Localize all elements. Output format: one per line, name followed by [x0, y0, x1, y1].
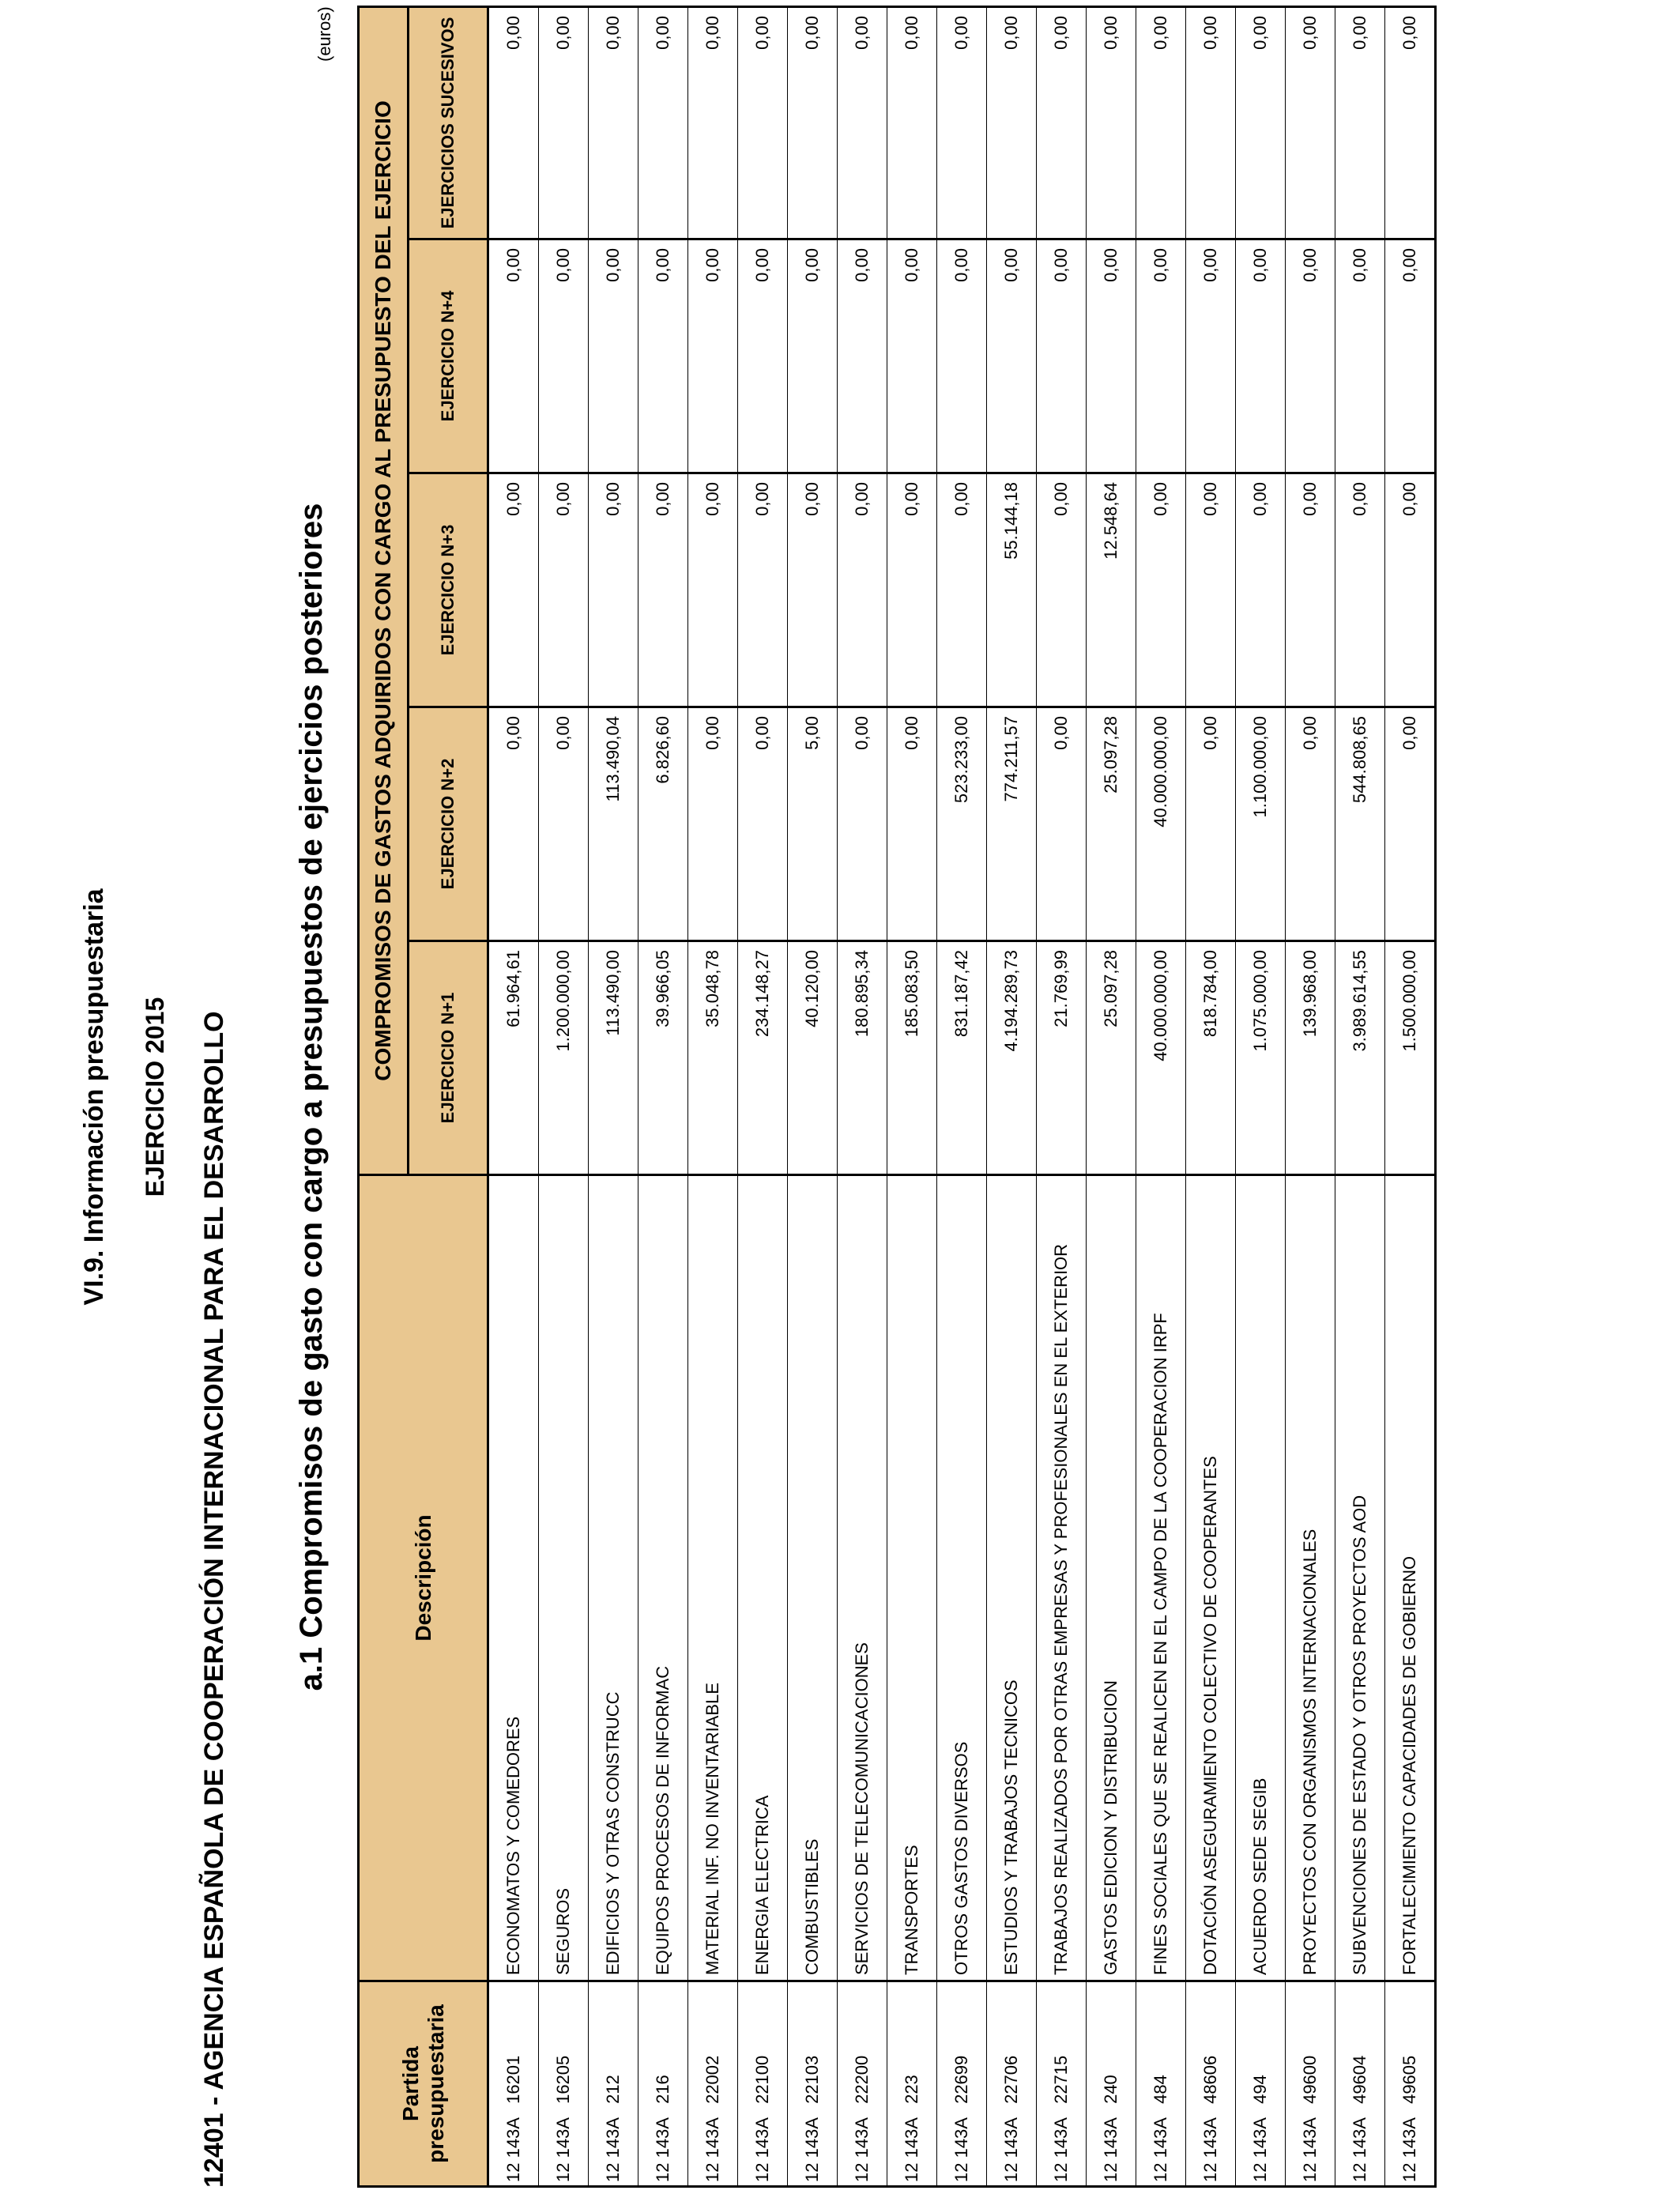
- descripcion-cell: COMBUSTIBLES: [788, 1175, 838, 1981]
- n1-cell: 831.187,42: [937, 941, 987, 1175]
- n1-cell: 234.148,27: [738, 941, 788, 1175]
- sucesivos-cell: 0,00: [1335, 7, 1385, 239]
- n2-cell: 1.100.000,00: [1236, 707, 1286, 941]
- partida-cell: 12 143A 216: [638, 1981, 688, 2187]
- n4-cell: 0,00: [488, 239, 539, 473]
- n3-cell: 0,00: [539, 473, 589, 707]
- n1-cell: 3.989.614,55: [1335, 941, 1385, 1175]
- table-row: [838, 7, 887, 2187]
- n3-cell: 0,00: [738, 473, 788, 707]
- n3-cell: 0,00: [1286, 473, 1335, 707]
- n2-cell: 0,00: [1037, 707, 1087, 941]
- header-descripcion: Descripción: [359, 1175, 488, 1981]
- descripcion-cell: DOTACIÓN ASEGURAMIENTO COLECTIVO DE COOPERANTES: [1186, 1175, 1236, 1981]
- descripcion-cell: EDIFICIOS Y OTRAS CONSTRUCC: [589, 1175, 638, 1981]
- n3-cell: 0,00: [1236, 473, 1286, 707]
- sucesivos-cell: 0,00: [1286, 7, 1335, 239]
- n4-cell: 0,00: [1087, 239, 1136, 473]
- n3-cell: 0,00: [1136, 473, 1186, 707]
- n3-cell: 0,00: [638, 473, 688, 707]
- n2-cell: 40.000.000,00: [1136, 707, 1186, 941]
- n2-cell: 0,00: [688, 707, 738, 941]
- sucesivos-cell: 0,00: [788, 7, 838, 239]
- n4-cell: 0,00: [688, 239, 738, 473]
- table-body: [488, 7, 1436, 2187]
- descripcion-cell: SEGUROS: [539, 1175, 589, 1981]
- n4-cell: 0,00: [887, 239, 937, 473]
- n3-cell: 0,00: [1037, 473, 1087, 707]
- table-row: [1037, 7, 1087, 2187]
- n1-cell: 40.000.000,00: [1136, 941, 1186, 1175]
- n3-cell: 55.144,18: [987, 473, 1037, 707]
- n1-cell: 39.966,05: [638, 941, 688, 1175]
- partida-cell: 12 143A 16205: [539, 1981, 589, 2187]
- n2-cell: 0,00: [1385, 707, 1436, 941]
- sucesivos-cell: 0,00: [638, 7, 688, 239]
- table-row: [937, 7, 987, 2187]
- partida-cell: 12 143A 22002: [688, 1981, 738, 2187]
- n4-cell: 0,00: [1186, 239, 1236, 473]
- partida-cell: 12 143A 22715: [1037, 1981, 1087, 2187]
- n4-cell: 0,00: [539, 239, 589, 473]
- sucesivos-cell: 0,00: [688, 7, 738, 239]
- table-row: [638, 7, 688, 2187]
- partida-cell: 12 143A 22699: [937, 1981, 987, 2187]
- table-row: [1286, 7, 1335, 2187]
- table-row: [688, 7, 738, 2187]
- commitments-table: [357, 6, 1437, 2188]
- table-subtitle: a.1 Compromisos de gasto con cargo a presupuestos de ejercicios posteriores: [294, 503, 329, 1691]
- n3-cell: 0,00: [589, 473, 638, 707]
- n3-cell: 0,00: [887, 473, 937, 707]
- table-row: [788, 7, 838, 2187]
- n2-cell: 0,00: [1186, 707, 1236, 941]
- n2-cell: 0,00: [738, 707, 788, 941]
- descripcion-cell: PROYECTOS CON ORGANISMOS INTERNACIONALES: [1286, 1175, 1335, 1981]
- n4-cell: 0,00: [788, 239, 838, 473]
- header-partida: Partida presupuestaria: [359, 1981, 488, 2187]
- descripcion-cell: SUBVENCIONES DE ESTADO Y OTROS PROYECTOS AOD: [1335, 1175, 1385, 1981]
- sucesivos-cell: 0,00: [488, 7, 539, 239]
- n2-cell: 774.211,57: [987, 707, 1037, 941]
- descripcion-cell: ENERGIA ELECTRICA: [738, 1175, 788, 1981]
- n2-cell: 0,00: [838, 707, 887, 941]
- n3-cell: 0,00: [488, 473, 539, 707]
- n4-cell: 0,00: [1136, 239, 1186, 473]
- n2-cell: 113.490,04: [589, 707, 638, 941]
- partida-cell: 12 143A 494: [1236, 1981, 1286, 2187]
- n1-cell: 1.075.000,00: [1236, 941, 1286, 1175]
- table-row: [539, 7, 589, 2187]
- n2-cell: 544.808,65: [1335, 707, 1385, 941]
- sucesivos-cell: 0,00: [987, 7, 1037, 239]
- sucesivos-cell: 0,00: [887, 7, 937, 239]
- descripcion-cell: SERVICIOS DE TELECOMUNICACIONES: [838, 1175, 887, 1981]
- sucesivos-cell: 0,00: [738, 7, 788, 239]
- n2-cell: 0,00: [1286, 707, 1335, 941]
- sucesivos-cell: 0,00: [1087, 7, 1136, 239]
- partida-cell: 12 143A 22706: [987, 1981, 1037, 2187]
- header-n3: EJERCICIO N+3: [409, 473, 488, 707]
- n4-cell: 0,00: [937, 239, 987, 473]
- sucesivos-cell: 0,00: [937, 7, 987, 239]
- n4-cell: 0,00: [987, 239, 1037, 473]
- n2-cell: 25.097,28: [1087, 707, 1136, 941]
- n4-cell: 0,00: [1286, 239, 1335, 473]
- n4-cell: 0,00: [638, 239, 688, 473]
- n1-cell: 25.097,28: [1087, 941, 1136, 1175]
- table-row: [589, 7, 638, 2187]
- n4-cell: 0,00: [589, 239, 638, 473]
- n3-cell: 0,00: [838, 473, 887, 707]
- header-sucesivos: EJERCICIOS SUCESIVOS: [409, 7, 488, 239]
- descripcion-cell: TRANSPORTES: [887, 1175, 937, 1981]
- table-row: [1385, 7, 1436, 2187]
- descripcion-cell: ESTUDIOS Y TRABAJOS TECNICOS: [987, 1175, 1037, 1981]
- n1-cell: 180.895,34: [838, 941, 887, 1175]
- descripcion-cell: FORTALECIMIENTO CAPACIDADES DE GOBIERNO: [1385, 1175, 1436, 1981]
- n1-cell: 61.964,61: [488, 941, 539, 1175]
- n3-cell: 0,00: [1186, 473, 1236, 707]
- n2-cell: 0,00: [887, 707, 937, 941]
- sucesivos-cell: 0,00: [1136, 7, 1186, 239]
- table-row: [1335, 7, 1385, 2187]
- table-row: [1087, 7, 1136, 2187]
- table-row: [488, 7, 539, 2187]
- sucesivos-cell: 0,00: [1037, 7, 1087, 239]
- n1-cell: 818.784,00: [1186, 941, 1236, 1175]
- year-title: EJERCICIO 2015: [141, 997, 169, 1197]
- n1-cell: 185.083,50: [887, 941, 937, 1175]
- descripcion-cell: EQUIPOS PROCESOS DE INFORMAC: [638, 1175, 688, 1981]
- n1-cell: 40.120,00: [788, 941, 838, 1175]
- partida-cell: 12 143A 49600: [1286, 1981, 1335, 2187]
- table-row: [987, 7, 1037, 2187]
- n2-cell: 0,00: [539, 707, 589, 941]
- partida-cell: 12 143A 22200: [838, 1981, 887, 2187]
- units-label: (euros): [315, 6, 334, 62]
- header-n1: EJERCICIO N+1: [409, 941, 488, 1175]
- partida-cell: 12 143A 484: [1136, 1981, 1186, 2187]
- sucesivos-cell: 0,00: [539, 7, 589, 239]
- sucesivos-cell: 0,00: [838, 7, 887, 239]
- n2-cell: 0,00: [488, 707, 539, 941]
- table-row: [1186, 7, 1236, 2187]
- n4-cell: 0,00: [1037, 239, 1087, 473]
- n3-cell: 12.548,64: [1087, 473, 1136, 707]
- sucesivos-cell: 0,00: [589, 7, 638, 239]
- n3-cell: 0,00: [937, 473, 987, 707]
- section-title: VI.9. Información presupuestaria: [79, 888, 109, 1306]
- n4-cell: 0,00: [1236, 239, 1286, 473]
- header-group: COMPROMISOS DE GASTOS ADQUIRIDOS CON CARGO AL PRESUPUESTO DEL EJERCICIO: [359, 7, 409, 1175]
- partida-cell: 12 143A 240: [1087, 1981, 1136, 2187]
- n2-cell: 523.233,00: [937, 707, 987, 941]
- descripcion-cell: TRABAJOS REALIZADOS POR OTRAS EMPRESAS Y PROFESIONALES EN EL EXTERIOR: [1037, 1175, 1087, 1981]
- partida-cell: 12 143A 22103: [788, 1981, 838, 2187]
- table-row: [738, 7, 788, 2187]
- table-row: [887, 7, 937, 2187]
- n3-cell: 0,00: [788, 473, 838, 707]
- n1-cell: 1.200.000,00: [539, 941, 589, 1175]
- descripcion-cell: ACUERDO SEDE SEGIB: [1236, 1175, 1286, 1981]
- header-n2: EJERCICIO N+2: [409, 707, 488, 941]
- partida-cell: 12 143A 49604: [1335, 1981, 1385, 2187]
- partida-cell: 12 143A 16201: [488, 1981, 539, 2187]
- sucesivos-cell: 0,00: [1236, 7, 1286, 239]
- partida-cell: 12 143A 22100: [738, 1981, 788, 2187]
- descripcion-cell: FINES SOCIALES QUE SE REALICEN EN EL CAMPO DE LA COOPERACION IRPF: [1136, 1175, 1186, 1981]
- n4-cell: 0,00: [738, 239, 788, 473]
- n1-cell: 35.048,78: [688, 941, 738, 1175]
- n1-cell: 21.769,99: [1037, 941, 1087, 1175]
- n3-cell: 0,00: [1335, 473, 1385, 707]
- n3-cell: 0,00: [688, 473, 738, 707]
- agency-title: 12401 - AGENCIA ESPAÑOLA DE COOPERACIÓN INTERNACIONAL PARA EL DESARROLLO: [199, 1011, 229, 2188]
- n1-cell: 139.968,00: [1286, 941, 1335, 1175]
- partida-cell: 12 143A 212: [589, 1981, 638, 2187]
- header-n4: EJERCICIO N+4: [409, 239, 488, 473]
- descripcion-cell: OTROS GASTOS DIVERSOS: [937, 1175, 987, 1981]
- n1-cell: 1.500.000,00: [1385, 941, 1436, 1175]
- descripcion-cell: ECONOMATOS Y COMEDORES: [488, 1175, 539, 1981]
- partida-cell: 12 143A 48606: [1186, 1981, 1236, 2187]
- partida-cell: 12 143A 223: [887, 1981, 937, 2187]
- descripcion-cell: GASTOS EDICION Y DISTRIBUCION: [1087, 1175, 1136, 1981]
- descripcion-cell: MATERIAL INF. NO INVENTARIABLE: [688, 1175, 738, 1981]
- partida-cell: 12 143A 49605: [1385, 1981, 1436, 2187]
- n4-cell: 0,00: [838, 239, 887, 473]
- table-row: [1236, 7, 1286, 2187]
- n2-cell: 5,00: [788, 707, 838, 941]
- sucesivos-cell: 0,00: [1385, 7, 1436, 239]
- n1-cell: 113.490,00: [589, 941, 638, 1175]
- n4-cell: 0,00: [1335, 239, 1385, 473]
- table-row: [1136, 7, 1186, 2187]
- sucesivos-cell: 0,00: [1186, 7, 1236, 239]
- n4-cell: 0,00: [1385, 239, 1436, 473]
- n2-cell: 6.826,60: [638, 707, 688, 941]
- n1-cell: 4.194.289,73: [987, 941, 1037, 1175]
- n3-cell: 0,00: [1385, 473, 1436, 707]
